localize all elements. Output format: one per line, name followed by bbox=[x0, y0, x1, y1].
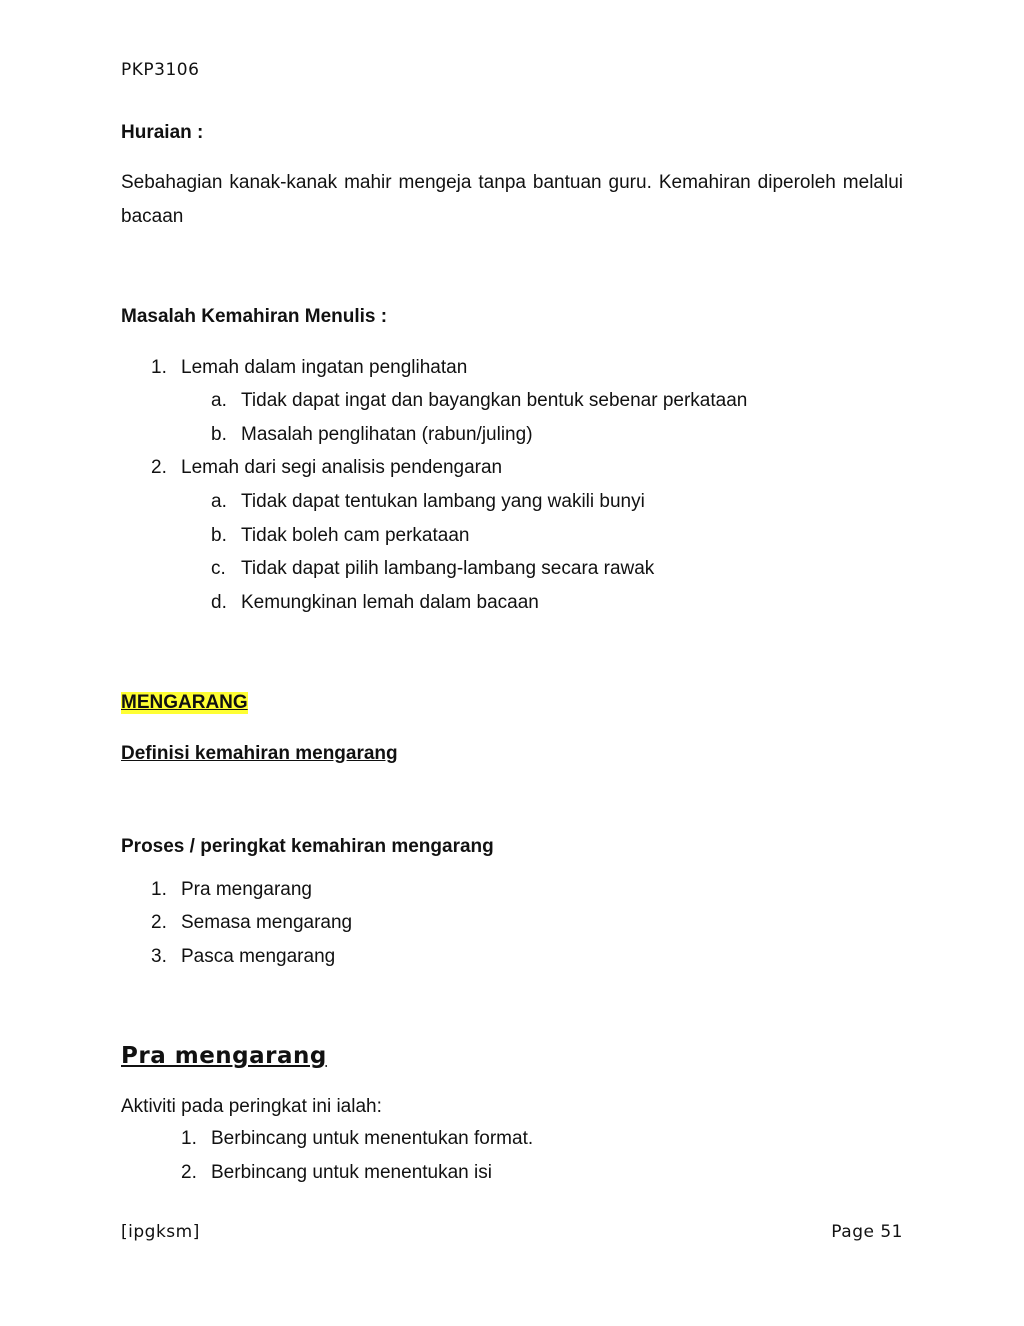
list-item: 2. Lemah dari segi analisis pendengaran bbox=[151, 457, 503, 478]
list-item: 3. Pasca mengarang bbox=[151, 946, 336, 967]
list-item: 1. Lemah dalam ingatan penglihatan bbox=[151, 357, 468, 378]
sub-list-item: a. Tidak dapat ingat dan bayangkan bentuk sebenar perkataan bbox=[211, 390, 748, 411]
huraian-text: Sebahagian kanak-kanak mahir mengeja tanpa bantuan guru. Kemahiran diperoleh melalui bacaan bbox=[121, 172, 903, 227]
sub-list-item: b. Masalah penglihatan (rabun/juling) bbox=[211, 424, 533, 445]
list-item: 1. Berbincang untuk menentukan format. bbox=[181, 1128, 534, 1149]
sub-list-item: d. Kemungkinan lemah dalam bacaan bbox=[211, 592, 539, 613]
sub-list-item: b. Tidak boleh cam perkataan bbox=[211, 525, 470, 546]
footer-left: [ipgksm] bbox=[121, 1222, 200, 1242]
sub-list-item: a. Tidak dapat tentukan lambang yang wakili bunyi bbox=[211, 491, 645, 512]
list-item: 2. Semasa mengarang bbox=[151, 912, 353, 933]
footer-page-number: Page 51 bbox=[831, 1222, 903, 1242]
sub-list-item: c. Tidak dapat pilih lambang-lambang secara rawak bbox=[211, 558, 655, 579]
masalah-heading: Masalah Kemahiran Menulis : bbox=[121, 306, 388, 327]
definisi-heading: Definisi kemahiran mengarang bbox=[121, 743, 398, 764]
pra-heading: Pra mengarang bbox=[121, 1043, 327, 1069]
mengarang-heading: MENGARANG bbox=[121, 692, 248, 713]
proses-heading: Proses / peringkat kemahiran mengarang bbox=[121, 836, 494, 857]
header-code: PKP3106 bbox=[121, 60, 200, 80]
list-item: 1. Pra mengarang bbox=[151, 879, 312, 900]
huraian-heading: Huraian : bbox=[121, 122, 204, 143]
pra-intro: Aktiviti pada peringkat ini ialah: bbox=[121, 1096, 382, 1117]
list-item: 2. Berbincang untuk menentukan isi bbox=[181, 1162, 492, 1183]
